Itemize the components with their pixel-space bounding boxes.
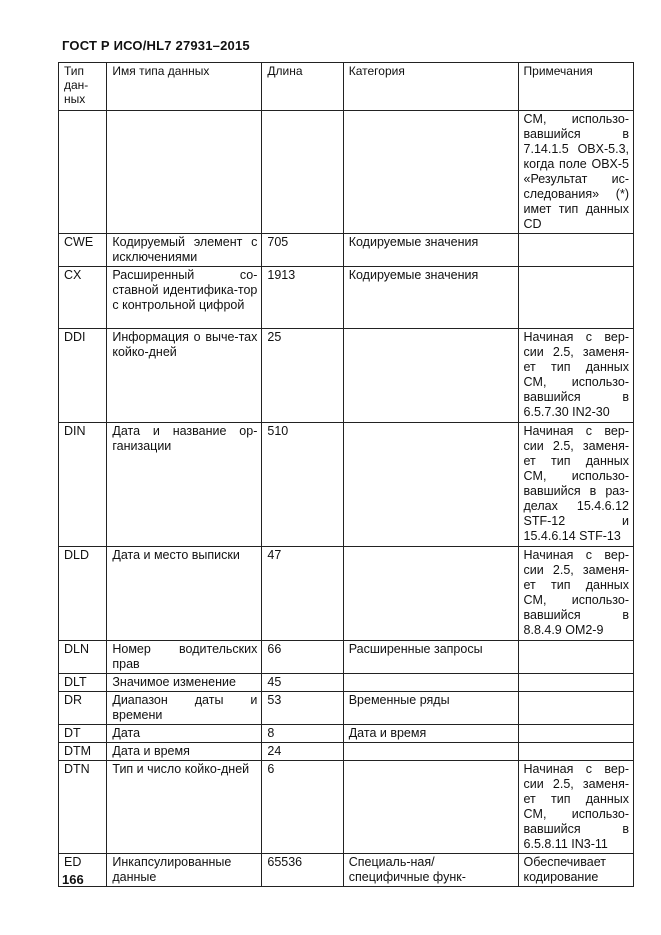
cell-length: 6: [262, 761, 343, 854]
cell-category: Временные ряды: [343, 692, 518, 725]
table-row: [59, 329, 634, 423]
cell-type-name: Номер водительских прав: [107, 641, 262, 674]
cell-notes: [518, 267, 633, 329]
cell-type-code: DLN: [59, 641, 107, 674]
cell-type-code: DR: [59, 692, 107, 725]
cell-type-code: DLT: [59, 674, 107, 692]
cell-type-name: Инкапсулированные данные: [107, 854, 262, 887]
cell-category: Дата и время: [343, 725, 518, 743]
cell-length: [262, 111, 343, 234]
cell-notes: Обеспечивает кодирование: [518, 854, 633, 887]
table-row: [59, 111, 634, 234]
cell-category: Специаль-ная/специфичные функ-: [343, 854, 518, 887]
cell-notes: [518, 234, 633, 267]
document-header: ГОСТ Р ИСО/HL7 27931–2015: [62, 38, 250, 53]
table-body: [59, 111, 634, 887]
column-header-length: Длина: [262, 63, 343, 111]
cell-type-name: Информация о выче-тах койко-дней: [107, 329, 262, 423]
cell-notes: [518, 641, 633, 674]
table-row: [59, 761, 634, 854]
cell-type-code: CWE: [59, 234, 107, 267]
table-row: [59, 692, 634, 725]
cell-notes: [518, 743, 633, 761]
cell-length: 1913: [262, 267, 343, 329]
table-row: [59, 267, 634, 329]
cell-type-name: Кодируемый элемент с исключениями: [107, 234, 262, 267]
table-row: [59, 547, 634, 641]
cell-type-code: DT: [59, 725, 107, 743]
cell-type-code: DTM: [59, 743, 107, 761]
table-row: [59, 423, 634, 547]
cell-category: Кодируемые значения: [343, 267, 518, 329]
cell-notes: Начиная с вер-сии 2.5, заменя-ет тип данных CM, использо-вавшийся в раз-делах 15.4.6.12 STF-12 и 15.4.6.14 STF-13: [518, 423, 633, 547]
cell-length: 47: [262, 547, 343, 641]
data-types-table: [58, 62, 634, 887]
cell-category: [343, 111, 518, 234]
cell-category: Кодируемые значения: [343, 234, 518, 267]
cell-type-code: [59, 111, 107, 234]
cell-length: 25: [262, 329, 343, 423]
cell-type-name: Расширенный со-ставной идентифика-тор с контрольной цифрой: [107, 267, 262, 329]
cell-notes: Начиная с вер-сии 2.5, заменя-ет тип данных CM, использо-вавшийся в 6.5.7.30 IN2-30: [518, 329, 633, 423]
column-header-category: Категория: [343, 63, 518, 111]
page-number: 166: [62, 872, 84, 887]
table-row: [59, 854, 634, 887]
cell-notes: Начиная с вер-сии 2.5, заменя-ет тип данных CM, использо-вавшийся в 6.5.8.11 IN3-11: [518, 761, 633, 854]
cell-type-name: [107, 111, 262, 234]
cell-type-name: Дата и место выписки: [107, 547, 262, 641]
cell-length: 510: [262, 423, 343, 547]
cell-category: [343, 547, 518, 641]
column-header-type: Тип дан-ных: [59, 63, 107, 111]
cell-length: 53: [262, 692, 343, 725]
cell-category: [343, 743, 518, 761]
cell-type-code: DDI: [59, 329, 107, 423]
cell-notes: CM, использо-вавшийся в 7.14.1.5 OBX-5.3, когда поле OBX-5 «Результат ис-следования» (*) имет тип данных CD: [518, 111, 633, 234]
cell-length: 24: [262, 743, 343, 761]
cell-notes: [518, 725, 633, 743]
table-row: [59, 234, 634, 267]
cell-type-name: Дата и название ор-ганизации: [107, 423, 262, 547]
cell-length: 66: [262, 641, 343, 674]
cell-type-name: Тип и число койко-дней: [107, 761, 262, 854]
cell-type-code: DTN: [59, 761, 107, 854]
cell-type-code: ED: [59, 854, 107, 887]
cell-length: 705: [262, 234, 343, 267]
cell-notes: [518, 692, 633, 725]
cell-type-name: Диапазон даты и времени: [107, 692, 262, 725]
cell-length: 65536: [262, 854, 343, 887]
table-row: [59, 641, 634, 674]
table-row: [59, 725, 634, 743]
cell-category: [343, 423, 518, 547]
cell-length: 45: [262, 674, 343, 692]
column-header-name: Имя типа данных: [107, 63, 262, 111]
cell-type-code: DLD: [59, 547, 107, 641]
cell-category: Расширенные запросы: [343, 641, 518, 674]
column-header-notes: Примечания: [518, 63, 633, 111]
cell-category: [343, 674, 518, 692]
table-row: [59, 674, 634, 692]
cell-type-name: Значимое изменение: [107, 674, 262, 692]
cell-length: 8: [262, 725, 343, 743]
table-row: [59, 743, 634, 761]
cell-notes: Начиная с вер-сии 2.5, заменя-ет тип данных CM, использо-вавшийся в 8.8.4.9 OM2-9: [518, 547, 633, 641]
cell-category: [343, 329, 518, 423]
cell-type-code: DIN: [59, 423, 107, 547]
cell-notes: [518, 674, 633, 692]
cell-category: [343, 761, 518, 854]
cell-type-code: CX: [59, 267, 107, 329]
cell-type-name: Дата и время: [107, 743, 262, 761]
table-header-row: [59, 63, 634, 111]
cell-type-name: Дата: [107, 725, 262, 743]
